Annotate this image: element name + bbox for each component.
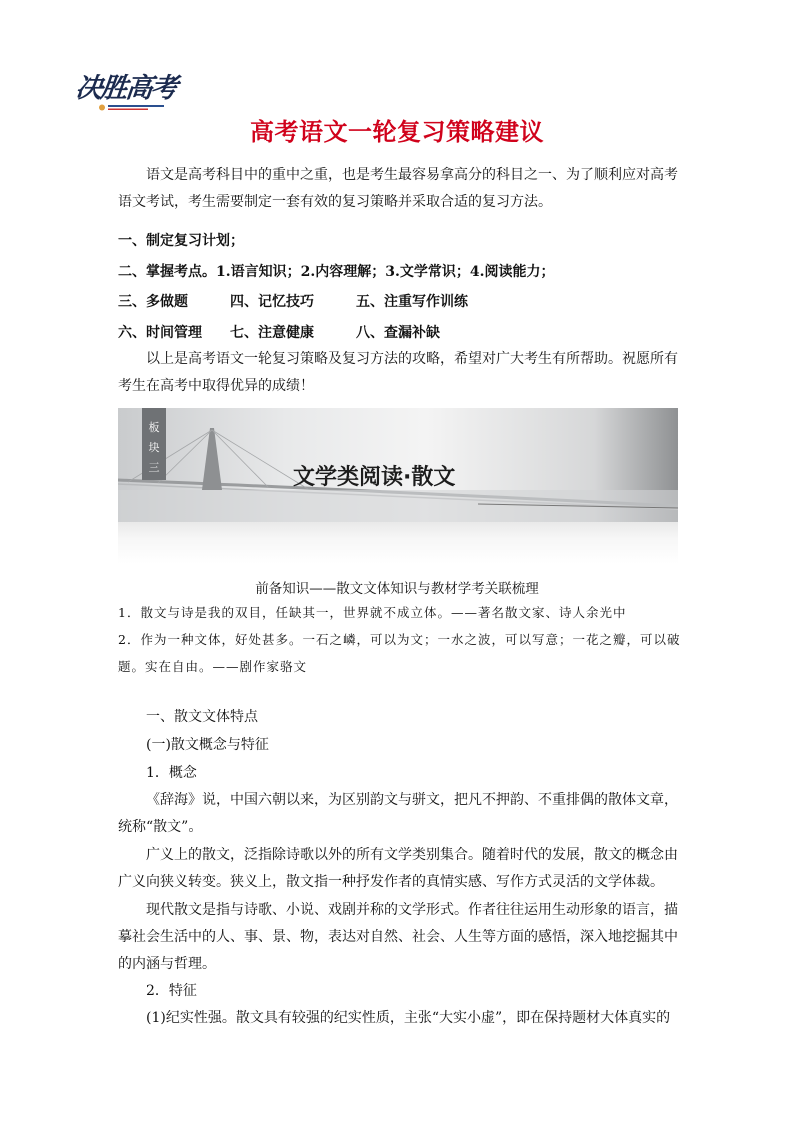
logo-text: 决胜高考 — [74, 73, 178, 104]
strategy-item: 七、注意健康 — [230, 325, 314, 341]
strategy-line-2: 二、掌握考点。1.语言知识；2.内容理解；3.文学常识；4.阅读能力； — [118, 264, 555, 280]
block-tag-char: 块 — [148, 441, 160, 454]
block-tag-char: 板 — [148, 421, 160, 434]
intro-paragraph: 语文是高考科目中的重中之重，也是考生最容易拿高分的科目之一、为了顺利应对高考语文考试，考生需要制定一套有效的复习策略并采取合适的复习方法。 — [118, 167, 678, 210]
heading-level-3: 1．概念 — [146, 765, 197, 781]
banner-reflection — [118, 522, 678, 564]
section-heading: 前备知识——散文文体知识与教材学考关联梳理 — [255, 581, 539, 597]
strategy-line-1: 一、制定复习计划； — [118, 233, 244, 249]
block-tag-char: 三 — [148, 461, 160, 474]
strategy-item: 六、时间管理 — [118, 325, 202, 341]
body-paragraph: (1)纪实性强。散文具有较强的纪实性质，主张“大实小虚”，即在保持题材大体真实的 — [146, 1010, 671, 1026]
body-paragraph: 现代散文是指与诗歌、小说、戏剧并称的文学形式。作者往往运用生动形象的语言，描摹社会生活中的人、事、景、物，表达对自然、社会、人生等方面的感悟，深入地挖掘其中的内涵与哲理。 — [118, 902, 678, 972]
heading-level-2: (一)散文概念与特征 — [146, 737, 269, 753]
section-banner — [118, 408, 678, 524]
logo-decoration — [98, 103, 168, 112]
heading-level-3: 2．特征 — [146, 983, 197, 999]
heading-level-1: 一、散文文体特点 — [146, 709, 258, 725]
strategy-item: 五、注重写作训练 — [356, 294, 468, 310]
strategy-item: 四、记忆技巧 — [230, 294, 314, 310]
strategy-item: 三、多做题 — [118, 294, 188, 310]
banner-title: 文学类阅读·散文 — [293, 465, 456, 490]
body-paragraph: 广义上的散文，泛指除诗歌以外的所有文学类别集合。随着时代的发展，散文的概念由广义向狭义转变。狭义上，散文指一种抒发作者的真情实感、写作方式灵活的文学体裁。 — [118, 847, 678, 890]
body-paragraph: 《辞海》说，中国六朝以来，为区别韵文与骈文，把凡不押韵、不重排偶的散体文章，统称“散文”。 — [118, 792, 678, 835]
strategy-item: 八、查漏补缺 — [356, 325, 440, 341]
block-tag — [142, 408, 166, 480]
quote-1: 1．散文与诗是我的双目，任缺其一，世界就不成立体。——著名散文家、诗人余光中 — [118, 605, 627, 620]
quote-2: 2．作为一种文体，好处甚多。一石之嶙，可以为文；一水之波，可以写意；一花之瓣，可以破题。实在自由。——剧作家骆文 — [118, 632, 681, 674]
page-title: 高考语文一轮复习策略建议 — [250, 118, 544, 146]
closing-paragraph: 以上是高考语文一轮复习策略及复习方法的攻略，希望对广大考生有所帮助。祝愿所有考生在高考中取得优异的成绩！ — [118, 351, 678, 394]
